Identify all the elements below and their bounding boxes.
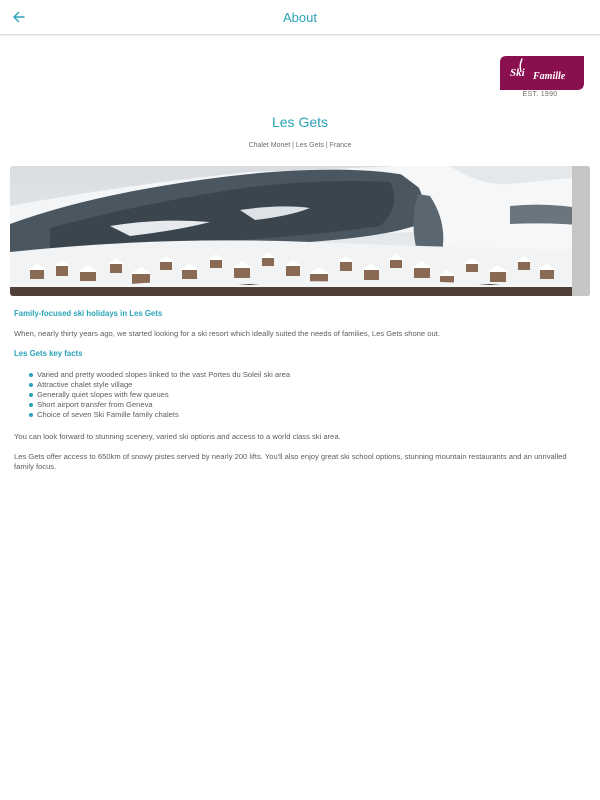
mountain-village-illustration (10, 166, 590, 296)
logo-text-famille: Famille (533, 71, 566, 82)
resort-title: Les Gets (271, 114, 329, 130)
logo-established-year: EST. 1990 (522, 91, 558, 98)
pistes-paragraph: Les Gets offer access to 650km of snowy pistes served by nearly 200 lifts. You'll also enjoy great ski school options, stunning mountain restaurants and an unrivalled family focus. (14, 451, 567, 472)
logo-mark (500, 56, 584, 90)
top-app-bar (0, 0, 600, 35)
page-header-title: About (283, 10, 317, 25)
scenery-paragraph: You can look forward to stunning scenery, varied ski options and access to a world class ski area. (14, 431, 341, 441)
image-scrollbar[interactable] (572, 166, 590, 296)
section-heading-key-facts: Les Gets key facts (14, 349, 83, 359)
section-heading-family-focused: Family-focused ski holidays in Les Gets (14, 309, 163, 318)
list-item: Choice of seven Ski Famille family chalets (14, 410, 584, 420)
key-facts-list (14, 370, 584, 421)
list-item: Attractive chalet style village (14, 380, 584, 390)
hero-image-snowy-village (10, 166, 590, 296)
list-item: Varied and pretty wooded slopes linked to the vast Portes du Soleil ski area (14, 370, 584, 380)
list-item: Short airport transfer from Geneva (14, 400, 584, 410)
logo-text-ski: Ski (510, 67, 525, 79)
list-item: Generally quiet slopes with few queues (14, 390, 584, 400)
intro-paragraph: When, nearly thirty years ago, we started looking for a ski resort which ideally suited the needs of families, Les Gets shone out. (14, 329, 440, 339)
breadcrumb: Chalet Monet | Les Gets | France (248, 142, 352, 149)
article-content (14, 309, 584, 472)
ski-famille-logo (498, 54, 586, 102)
